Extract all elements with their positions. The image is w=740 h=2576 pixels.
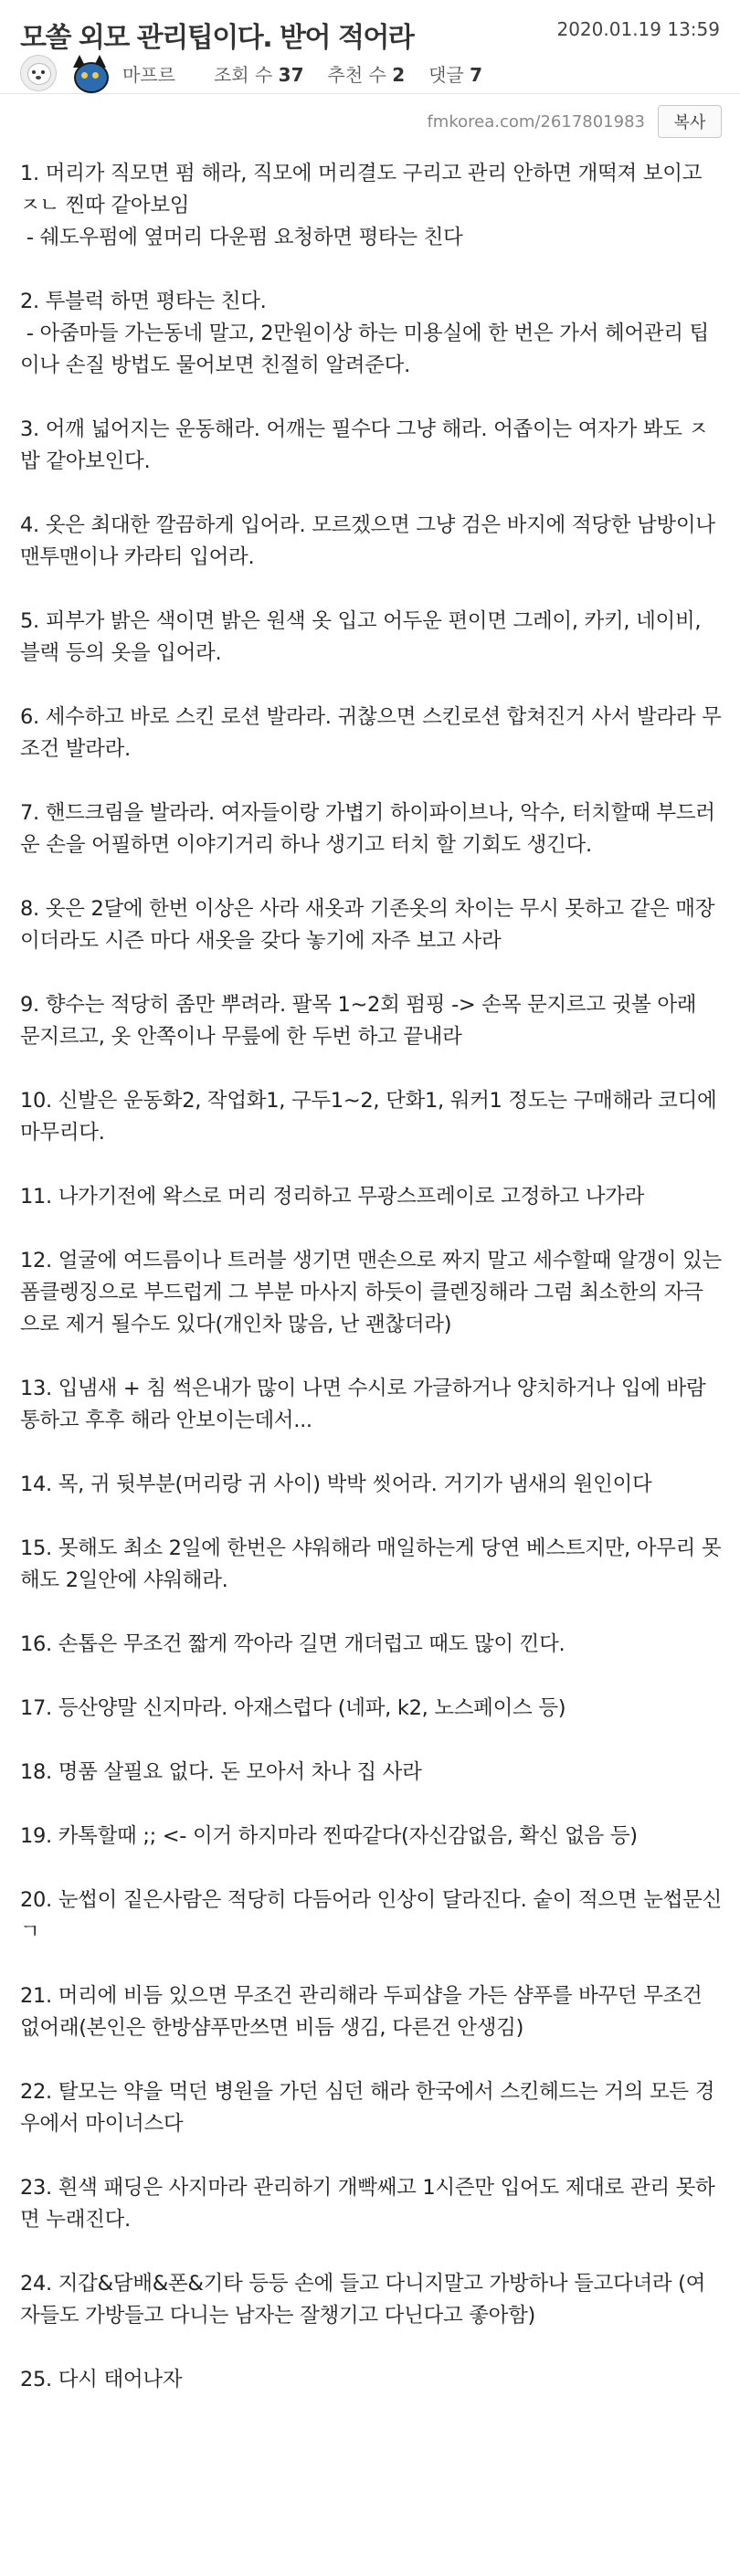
tip-item: 9. 향수는 적당히 좀만 뿌려라. 팔목 1~2회 펌핑 -> 손목 문지르고 귓볼 아래 문지르고, 옷 안쪽이나 무릎에 한 두번 하고 끝내라: [20, 993, 703, 1049]
tip-item: 16. 손톱은 무조건 짧게 깍아라 길면 개더럽고 때도 많이 낀다.: [20, 1632, 566, 1656]
tip-item: 1. 머리가 직모면 펌 해라, 직모에 머리결도 구리고 관리 안하면 개떡져 보이고 ㅈㄴ 찐따 같아보임 - 쉐도우펌에 옆머리 다운펌 요청하면 평타는 친다: [20, 162, 703, 249]
tip-item: 8. 옷은 2달에 한번 이상은 사라 새옷과 기존옷의 차이는 무시 못하고 같은 매장이더라도 시즌 마다 새옷을 갖다 놓기에 자주 보고 사라: [20, 897, 715, 953]
tip-item: 17. 등산양말 신지마라. 아재스럽다 (네파, k2, 노스페이스 등): [20, 1696, 566, 1720]
tip-item: 21. 머리에 비듬 있으면 무조건 관리해라 두피샵을 가든 샴푸를 바꾸던 무조건 없어래(본인은 한방샴푸만쓰면 비듬 생김, 다른건 안생김): [20, 1984, 709, 2040]
tip-item: 7. 핸드크림을 발라라. 여자들이랑 가볍기 하이파이브나, 악수, 터치할때 부드러운 손을 어필하면 이야기거리 하나 생기고 터치 할 기회도 생긴다.: [20, 801, 715, 857]
tip-item: 11. 나가기전에 왁스로 머리 정리하고 무광스프레이로 고정하고 나가라: [20, 1185, 645, 1209]
tip-item: 3. 어깨 넓어지는 운동해라. 어깨는 필수다 그냥 해라. 어좁이는 여자가 봐도 ㅈ밥 같아보인다.: [20, 417, 708, 473]
tip-item: 23. 흰색 패딩은 사지마라 관리하기 개빡쌔고 1시즌만 입어도 제대로 관리 못하면 누래진다.: [20, 2176, 715, 2232]
post-body: [0, 158, 740, 2396]
tip-item: 20. 눈썹이 짙은사람은 적당히 다듬어라 인상이 달라진다. 숱이 적으면 눈썹문신 ㄱ: [20, 1888, 728, 1944]
tip-item: 24. 지갑&담배&폰&기타 등등 손에 들고 다니지말고 가방하나 들고다녀라 (여자들도 가방들고 다니는 남자는 잘챙기고 다닌다고 좋아함): [20, 2272, 706, 2328]
tip-item: 18. 명품 살필요 없다. 돈 모아서 차나 집 사라: [20, 1760, 422, 1784]
post-url[interactable]: fmkorea.com/2617801983: [427, 112, 645, 132]
post-meta: [20, 57, 482, 90]
recommend-count: 추천 수 2: [327, 63, 406, 86]
tip-item: 10. 신발은 운동화2, 작업화1, 구두1~2, 단화1, 워커1 정도는 구매해라 코디에 마무리다.: [20, 1089, 724, 1145]
tip-item: 12. 얼굴에 여드름이나 트러블 생기면 맨손으로 짜지 말고 세수할때 알갱이 있는 폼클렝징으로 부드럽게 그 부분 마사지 하듯이 클렌징해라 그럼 최소한의 자극으로 제거 될수도 있다(개인차 많음, 난 괜찮더라): [20, 1249, 728, 1336]
author-name[interactable]: 마프르: [122, 63, 175, 86]
tip-item: 15. 못해도 최소 2일에 한번은 샤워해라 매일하는게 당연 베스트지만, 아무리 못해도 2일안에 샤워해라.: [20, 1536, 722, 1592]
comment-count[interactable]: 댓글 7: [428, 63, 483, 86]
tip-item: 6. 세수하고 바로 스킨 로션 발라라. 귀찮으면 스킨로션 합쳐진거 사서 발라라 무조건 발라라.: [20, 705, 722, 761]
tip-item: 14. 목, 귀 뒷부분(머리랑 귀 사이) 박박 씻어라. 거기가 냄새의 원인이다: [20, 1473, 652, 1496]
cat-level-icon: [71, 55, 108, 91]
post-header: [0, 0, 740, 94]
post-title: 모쏠 외모 관리팁이다. 받어 적어라: [20, 22, 414, 54]
copy-url-button[interactable]: 복사: [658, 105, 722, 138]
tip-item: 19. 카톡할때 ;; <- 이거 하지마라 찐따같다(자신감없음, 확신 없음 등): [20, 1824, 638, 1848]
tip-item: 5. 피부가 밝은 색이면 밝은 원색 옷 입고 어두운 편이면 그레이, 카키, 네이비, 블랙 등의 옷을 입어라.: [20, 609, 708, 665]
tip-item: 2. 투블럭 하면 평타는 친다. - 아줌마들 가는동네 말고, 2만원이상 하는 미용실에 한 번은 가서 헤어관리 팁이나 손질 방법도 물어보면 친절히 알려준다.: [20, 290, 709, 377]
url-row: [0, 94, 740, 158]
tip-item: 4. 옷은 최대한 깔끔하게 입어라. 모르겠으면 그냥 검은 바지에 적당한 남방이나 맨투맨이나 카라티 입어라.: [20, 513, 722, 569]
tip-item: 25. 다시 태어나자: [20, 2368, 183, 2391]
dog-avatar-icon[interactable]: [20, 55, 57, 91]
views-count: 조회 수 37: [213, 63, 304, 86]
tip-item: 22. 탈모는 약을 먹던 병원을 가던 심던 해라 한국에서 스킨헤드는 거의 모든 경우에서 마이너스다: [20, 2080, 715, 2136]
tip-item: 13. 입냄새 + 침 썩은내가 많이 나면 수시로 가글하거나 양치하거나 입에 바람 통하고 후후 해라 안보이는데서...: [20, 1377, 713, 1432]
post-date: 2020.01.19 13:59: [556, 18, 720, 40]
